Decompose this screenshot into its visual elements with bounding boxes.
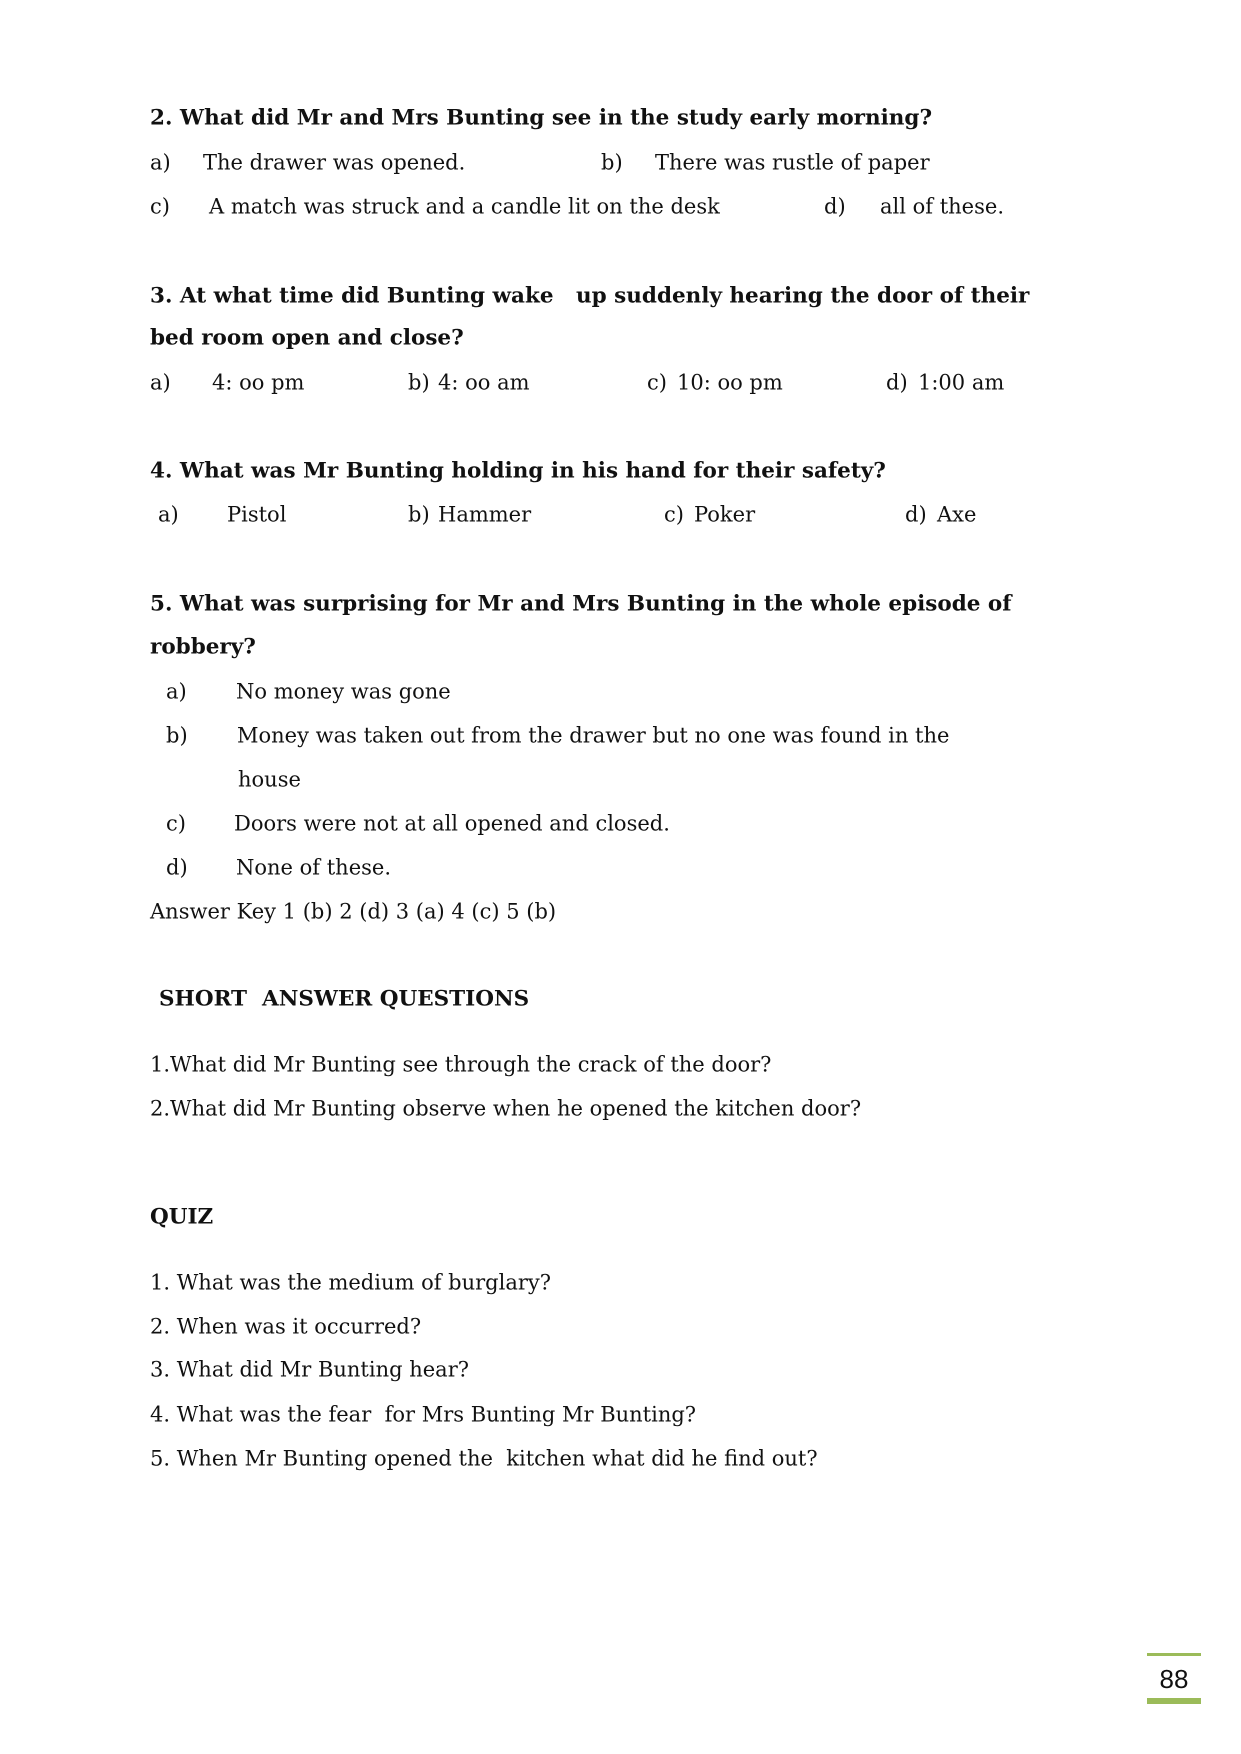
quiz-item: 3. What did Mr Bunting hear?	[150, 1357, 469, 1382]
q2-option-b: There was rustle of paper	[655, 150, 930, 175]
answer-key: Answer Key 1 (b) 2 (d) 3 (a) 4 (c) 5 (b)	[150, 899, 557, 924]
page-number: 88	[1159, 1664, 1189, 1694]
question-3-title-cont: bed room open and close?	[150, 325, 464, 351]
q3-option-c: 10: oo pm	[677, 370, 783, 395]
quiz-item: 2. When was it occurred?	[150, 1314, 422, 1339]
q5-option-d-label: d)	[166, 855, 188, 880]
q5-option-b: Money was taken out from the drawer but no one was found in the	[237, 723, 950, 748]
q5-option-d: None of these.	[236, 855, 392, 880]
q4-option-c: Poker	[694, 502, 756, 527]
q3-option-b: 4: oo am	[438, 370, 530, 395]
q5-option-b-cont: house	[238, 767, 301, 792]
q4-option-c-label: c)	[664, 502, 684, 527]
question-3-title: 3. At what time did Bunting wake up suddenly hearing the door of their	[150, 283, 1030, 309]
q2-option-d: all of these.	[880, 194, 1004, 219]
q2-option-b-label: b)	[601, 150, 623, 175]
q2-option-a-label: a)	[150, 150, 171, 175]
q2-option-a: The drawer was opened.	[203, 150, 466, 175]
short-answer-item: 1.What did Mr Bunting see through the crack of the door?	[150, 1052, 772, 1077]
quiz-heading: QUIZ	[150, 1204, 214, 1230]
q5-option-a: No money was gone	[236, 679, 451, 704]
question-2-title: 2. What did Mr and Mrs Bunting see in the study early morning?	[150, 105, 933, 131]
q4-option-b: Hammer	[438, 502, 532, 527]
quiz-item: 4. What was the fear for Mrs Bunting Mr Bunting?	[150, 1402, 697, 1427]
q4-option-a: Pistol	[227, 502, 287, 527]
q5-option-c-label: c)	[166, 811, 186, 836]
question-4-title: 4. What was Mr Bunting holding in his hand for their safety?	[150, 458, 886, 484]
q3-option-c-label: c)	[647, 370, 667, 395]
q4-option-d-label: d)	[905, 502, 927, 527]
q4-option-b-label: b)	[408, 502, 430, 527]
question-5-title-cont: robbery?	[150, 634, 256, 660]
short-answer-heading: SHORT ANSWER QUESTIONS	[159, 986, 530, 1012]
q5-option-b-label: b)	[166, 723, 188, 748]
q2-option-d-label: d)	[824, 194, 846, 219]
short-answer-item: 2.What did Mr Bunting observe when he opened the kitchen door?	[150, 1096, 862, 1121]
page-number-bottom-rule	[1147, 1698, 1201, 1704]
q3-option-a-label: a)	[150, 370, 171, 395]
page-number-top-rule	[1147, 1653, 1201, 1656]
q3-option-b-label: b)	[408, 370, 430, 395]
q3-option-d-label: d)	[886, 370, 908, 395]
quiz-item: 1. What was the medium of burglary?	[150, 1270, 552, 1295]
q2-option-c-label: c)	[150, 194, 170, 219]
q3-option-d: 1:00 am	[918, 370, 1005, 395]
q4-option-d: Axe	[937, 502, 977, 527]
question-5-title: 5. What was surprising for Mr and Mrs Bunting in the whole episode of	[150, 591, 1012, 617]
q2-option-c: A match was struck and a candle lit on the desk	[209, 194, 720, 219]
quiz-item: 5. When Mr Bunting opened the kitchen what did he find out?	[150, 1446, 818, 1471]
q4-option-a-label: a)	[158, 502, 179, 527]
q5-option-c: Doors were not at all opened and closed.	[234, 811, 670, 836]
q5-option-a-label: a)	[166, 679, 187, 704]
q3-option-a: 4: oo pm	[212, 370, 305, 395]
